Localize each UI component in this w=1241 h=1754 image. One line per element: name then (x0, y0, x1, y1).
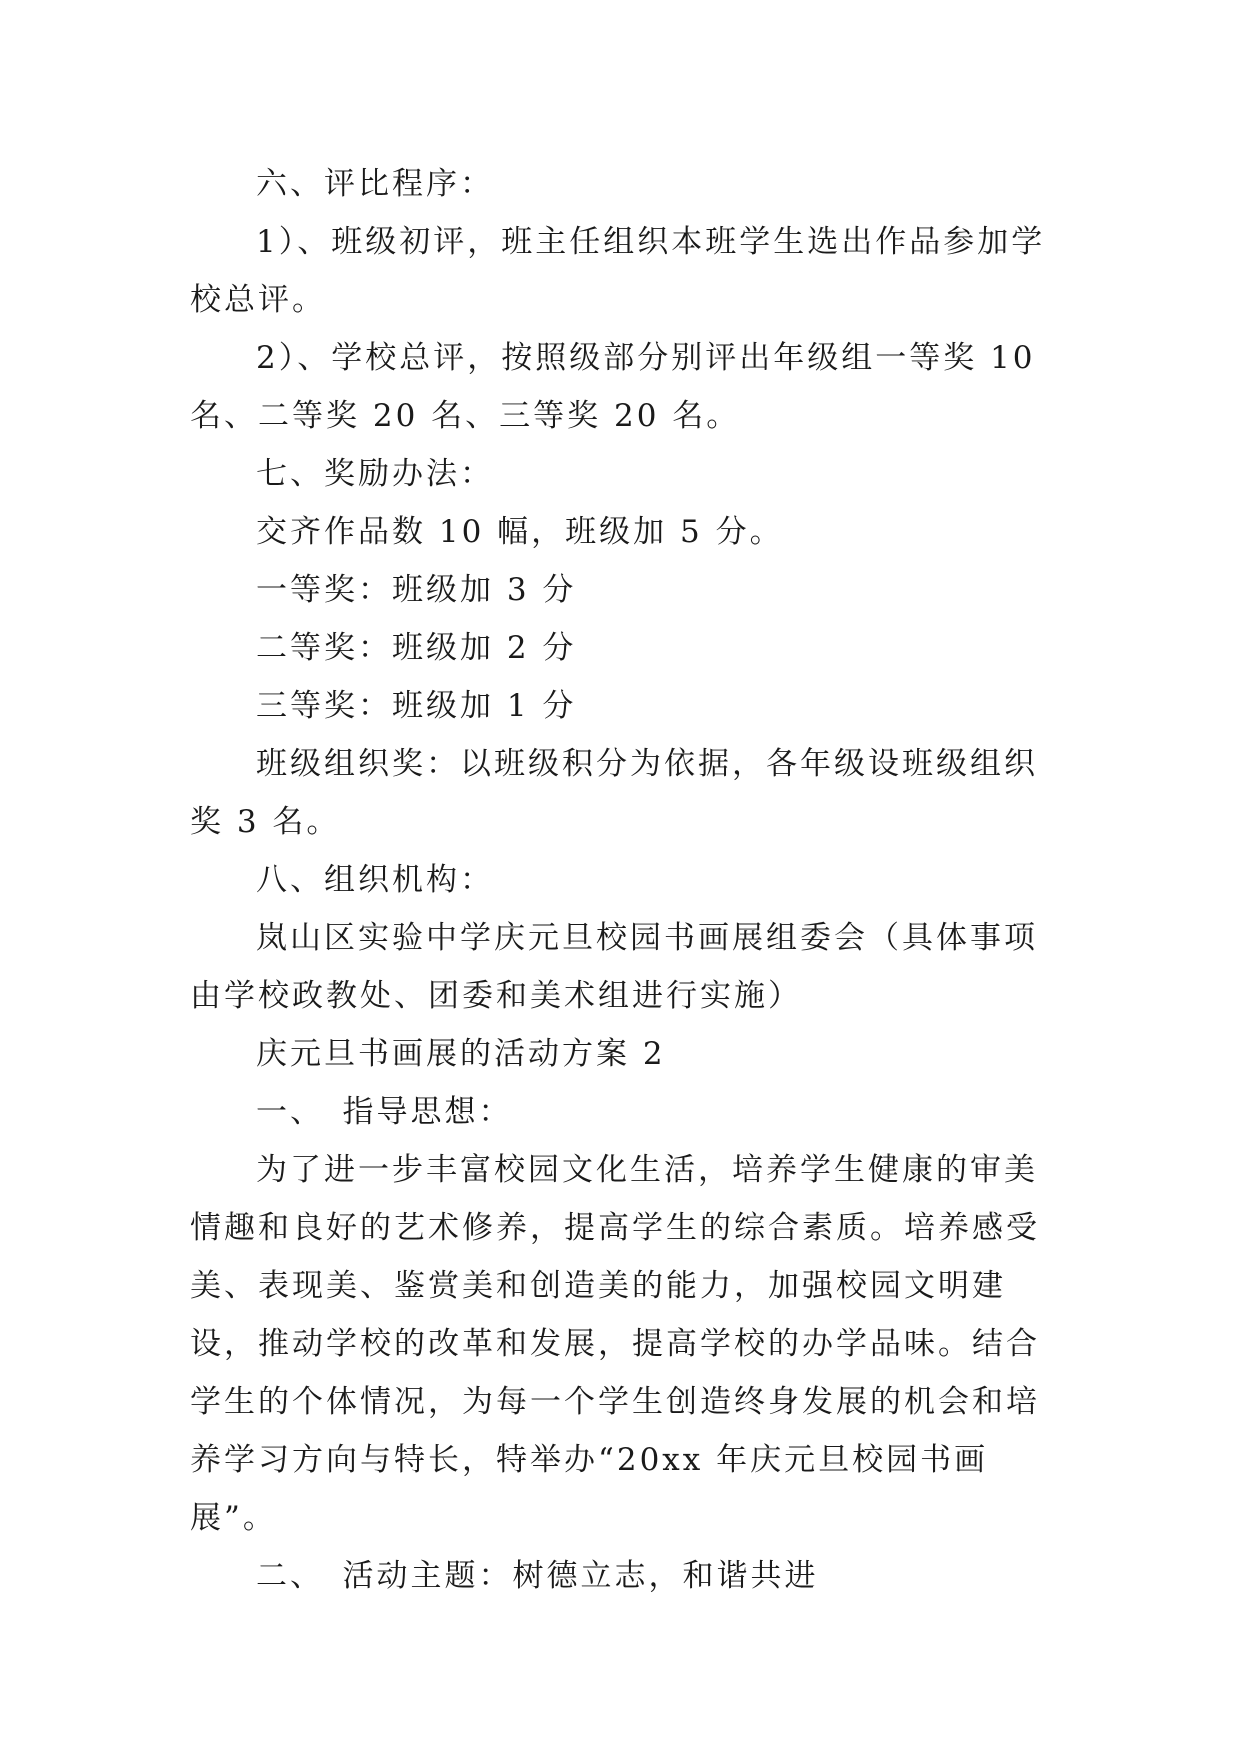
paragraph-first-prize: 一等奖：班级加 3 分 (256, 572, 577, 608)
section-heading-guiding-idea: 一、 指导思想： (256, 1094, 513, 1130)
paragraph-guiding-idea: 为了进一步丰富校园文化生活，培养学生健康的审美情趣和良好的艺术修养，提高学生的综合素质。培养感受美、表现美、鉴赏美和创造美的能力，加强校园文明建设，推动学校的改革和发展，提高学校的办学品味。结合学生的个体情况，为每一个学生创造终身发展的机会和培养学习方向与特长，特举办“20xx 年庆元旦校园书画展”。 (190, 1152, 1040, 1536)
document-body (190, 155, 1070, 1605)
paragraph-third-prize: 三等奖：班级加 1 分 (256, 688, 577, 724)
section-heading-evaluation: 六、评比程序： (256, 166, 494, 202)
paragraph-submission-reward: 交齐作品数 10 幅，班级加 5 分。 (256, 514, 784, 550)
paragraph-organization-award: 班级组织奖：以班级积分为依据，各年级设班级组织奖 3 名。 (190, 746, 1038, 840)
section-heading-rewards: 七、奖励办法： (256, 456, 494, 492)
section-heading-organization: 八、组织机构： (256, 862, 494, 898)
paragraph-class-evaluation: 1）、班级初评，班主任组织本班学生选出作品参加学校总评。 (190, 224, 1046, 318)
paragraph-school-evaluation: 2）、学校总评，按照级部分别评出年级组一等奖 10 名、二等奖 20 名、三等奖 20 名。 (190, 340, 1036, 434)
document-subtitle: 庆元旦书画展的活动方案 2 (256, 1036, 666, 1072)
section-heading-theme: 二、 活动主题：树德立志，和谐共进 (256, 1558, 819, 1594)
paragraph-committee: 岚山区实验中学庆元旦校园书画展组委会（具体事项由学校政教处、团委和美术组进行实施） (190, 920, 1038, 1014)
paragraph-second-prize: 二等奖：班级加 2 分 (256, 630, 577, 666)
